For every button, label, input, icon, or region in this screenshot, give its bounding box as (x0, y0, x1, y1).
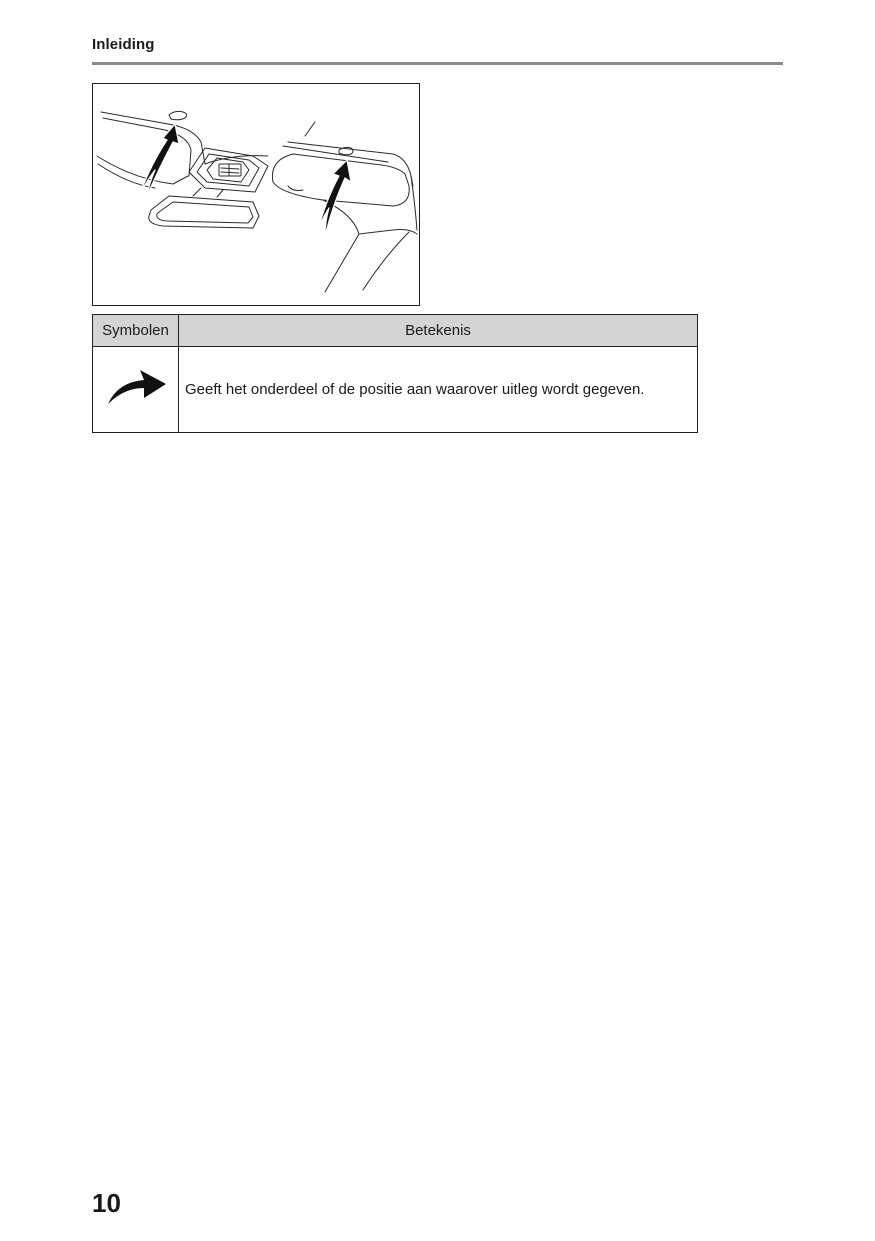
curved-arrow-icon (104, 368, 168, 408)
section-title: Inleiding (92, 36, 155, 53)
overhead-console-drawing (93, 84, 419, 305)
meaning-cell: Geeft het onderdeel of de positie aan waarover uitleg wordt gegeven. (179, 347, 698, 433)
meaning-column-header: Betekenis (179, 315, 698, 347)
symbol-column-header: Symbolen (93, 315, 179, 347)
section-divider (92, 62, 783, 65)
table-header-row (93, 315, 698, 347)
symbol-cell (93, 347, 179, 433)
table-row (93, 347, 698, 433)
page-number: 10 (92, 1188, 121, 1218)
symbol-legend-table (92, 314, 698, 433)
overhead-console-illustration (92, 83, 420, 306)
